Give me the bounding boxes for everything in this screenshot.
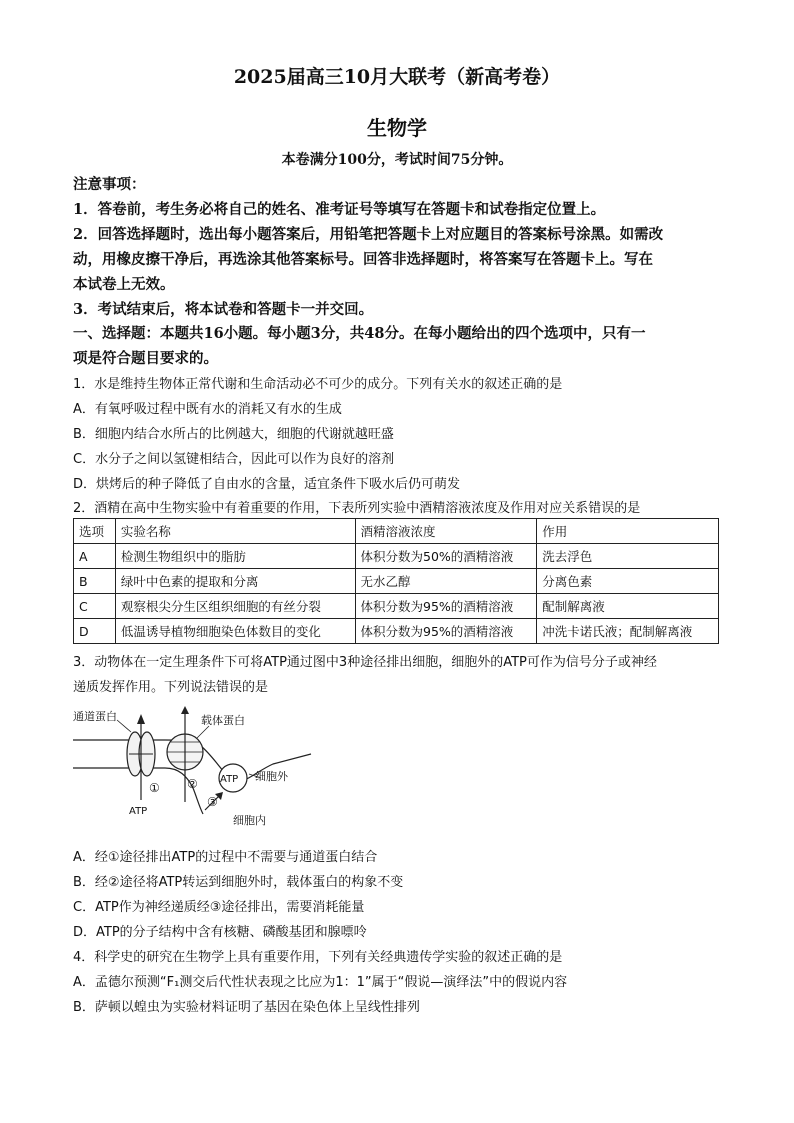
label-outside-cell: 细胞外 [255, 770, 288, 783]
label-atp-inner: ATP [129, 806, 148, 817]
notes-item-2-line-1: 2．回答选择题时，选出每小题答案后，用铅笔把答题卡上对应题目的答案标号涂黑。如需改 [73, 226, 664, 243]
table-cell: 冲洗卡诺氏液；配制解离液 [537, 619, 719, 644]
table-cell: 体积分数为50%的酒精溶液 [355, 544, 537, 569]
table-row [74, 569, 719, 594]
table-header-cell: 实验名称 [115, 519, 355, 544]
notes-item-2-line-2: 动，用橡皮擦干净后，再选涂其他答案标号。回答非选择题时，将答案写在答题卡上。写在 [73, 251, 653, 268]
q2-table [73, 518, 719, 644]
label-pointer-line [117, 720, 131, 732]
table-cell: C [74, 594, 116, 619]
q3-option-a: A．经①途径排出ATP的过程中不需要与通道蛋白结合 [73, 850, 378, 865]
q3-option-c: C．ATP作为神经递质经③途径排出，需要消耗能量 [73, 900, 365, 915]
q3-stem-line-1: 3．动物体在一定生理条件下可将ATP通过图中3种途径排出细胞，细胞外的ATP可作为信号分子或神经 [73, 655, 657, 670]
label-pointer-line [197, 726, 209, 738]
notes-item-2-line-3: 本试卷上无效。 [73, 276, 175, 293]
table-cell: 配制解离液 [537, 594, 719, 619]
table-cell: 低温诱导植物细胞染色体数目的变化 [115, 619, 355, 644]
label-inside-cell: 细胞内 [233, 814, 266, 827]
label-atp-vesicle: ATP [220, 774, 239, 785]
table-row [74, 594, 719, 619]
table-cell: 体积分数为95%的酒精溶液 [355, 594, 537, 619]
exam-title: 2025届高三10月大联考（新高考卷） [233, 66, 561, 88]
notes-heading: 注意事项： [73, 176, 146, 193]
q4-option-a: A．孟德尔预测“F₁测交后代性状表现之比应为1：1”属于“假说—演绎法”中的假说内容 [73, 975, 568, 990]
q3-option-d: D．ATP的分子结构中含有核糖、磷酸基团和腺嘌呤 [73, 925, 367, 940]
table-cell: 观察根尖分生区组织细胞的有丝分裂 [115, 594, 355, 619]
table-cell: 绿叶中色素的提取和分离 [115, 569, 355, 594]
exam-meta: 本卷满分100分，考试时间75分钟。 [281, 152, 513, 168]
arrow-head-icon [137, 714, 145, 724]
q3-option-b: B．经②途径将ATP转运到细胞外时，载体蛋白的构象不变 [73, 875, 404, 890]
table-header-cell: 选项 [74, 519, 116, 544]
table-cell: B [74, 569, 116, 594]
table-header-cell: 酒精溶液浓度 [355, 519, 537, 544]
table-cell: A [74, 544, 116, 569]
table-cell: D [74, 619, 116, 644]
label-channel-protein: 通道蛋白 [73, 710, 117, 723]
section-1-line-1: 一、选择题：本题共16小题。每小题3分，共48分。在每小题给出的四个选项中，只有一 [73, 325, 646, 342]
table-cell: 洗去浮色 [537, 544, 719, 569]
q1-option-a: A．有氧呼吸过程中既有水的消耗又有水的生成 [73, 402, 342, 417]
q1-option-b: B．细胞内结合水所占的比例越大，细胞的代谢就越旺盛 [73, 427, 394, 442]
q1-option-d: D．烘烤后的种子降低了自由水的含量，适宜条件下吸水后仍可萌发 [73, 477, 461, 492]
table-cell: 检测生物组织中的脂肪 [115, 544, 355, 569]
label-pathway-2: ② [187, 777, 198, 791]
label-carrier-protein: 载体蛋白 [201, 714, 245, 727]
label-pathway-1: ① [149, 781, 160, 795]
subject-title: 生物学 [367, 116, 427, 140]
table-cell: 分离色素 [537, 569, 719, 594]
arrow-head-icon [181, 706, 189, 714]
q1-option-c: C．水分子之间以氢键相结合，因此可以作为良好的溶剂 [73, 452, 395, 467]
table-row [74, 619, 719, 644]
notes-item-3: 3．考试结束后，将本试卷和答题卡一并交回。 [73, 301, 374, 318]
table-cell: 无水乙醇 [355, 569, 537, 594]
notes-item-1: 1．答卷前，考生务必将自己的姓名、准考证号等填写在答题卡和试卷指定位置上。 [73, 201, 606, 218]
table-row [74, 544, 719, 569]
atp-transport-figure [73, 706, 313, 834]
label-pathway-3: ③ [207, 795, 218, 809]
section-1-line-2: 项是符合题目要求的。 [73, 350, 218, 367]
table-cell: 体积分数为95%的酒精溶液 [355, 619, 537, 644]
q4-stem: 4．科学史的研究在生物学上具有重要作用，下列有关经典遗传学实验的叙述正确的是 [73, 950, 563, 965]
q4-option-b: B．萨顿以蝗虫为实验材料证明了基因在染色体上呈线性排列 [73, 1000, 420, 1015]
q1-stem: 1．水是维持生物体正常代谢和生命活动必不可少的成分。下列有关水的叙述正确的是 [73, 377, 563, 392]
q3-stem-line-2: 递质发挥作用。下列说法错误的是 [73, 680, 269, 695]
table-header-row [74, 519, 719, 544]
q2-stem: 2．酒精在高中生物实验中有着重要的作用，下表所列实验中酒精溶液浓度及作用对应关系错误的是 [73, 501, 641, 516]
table-header-cell: 作用 [537, 519, 719, 544]
